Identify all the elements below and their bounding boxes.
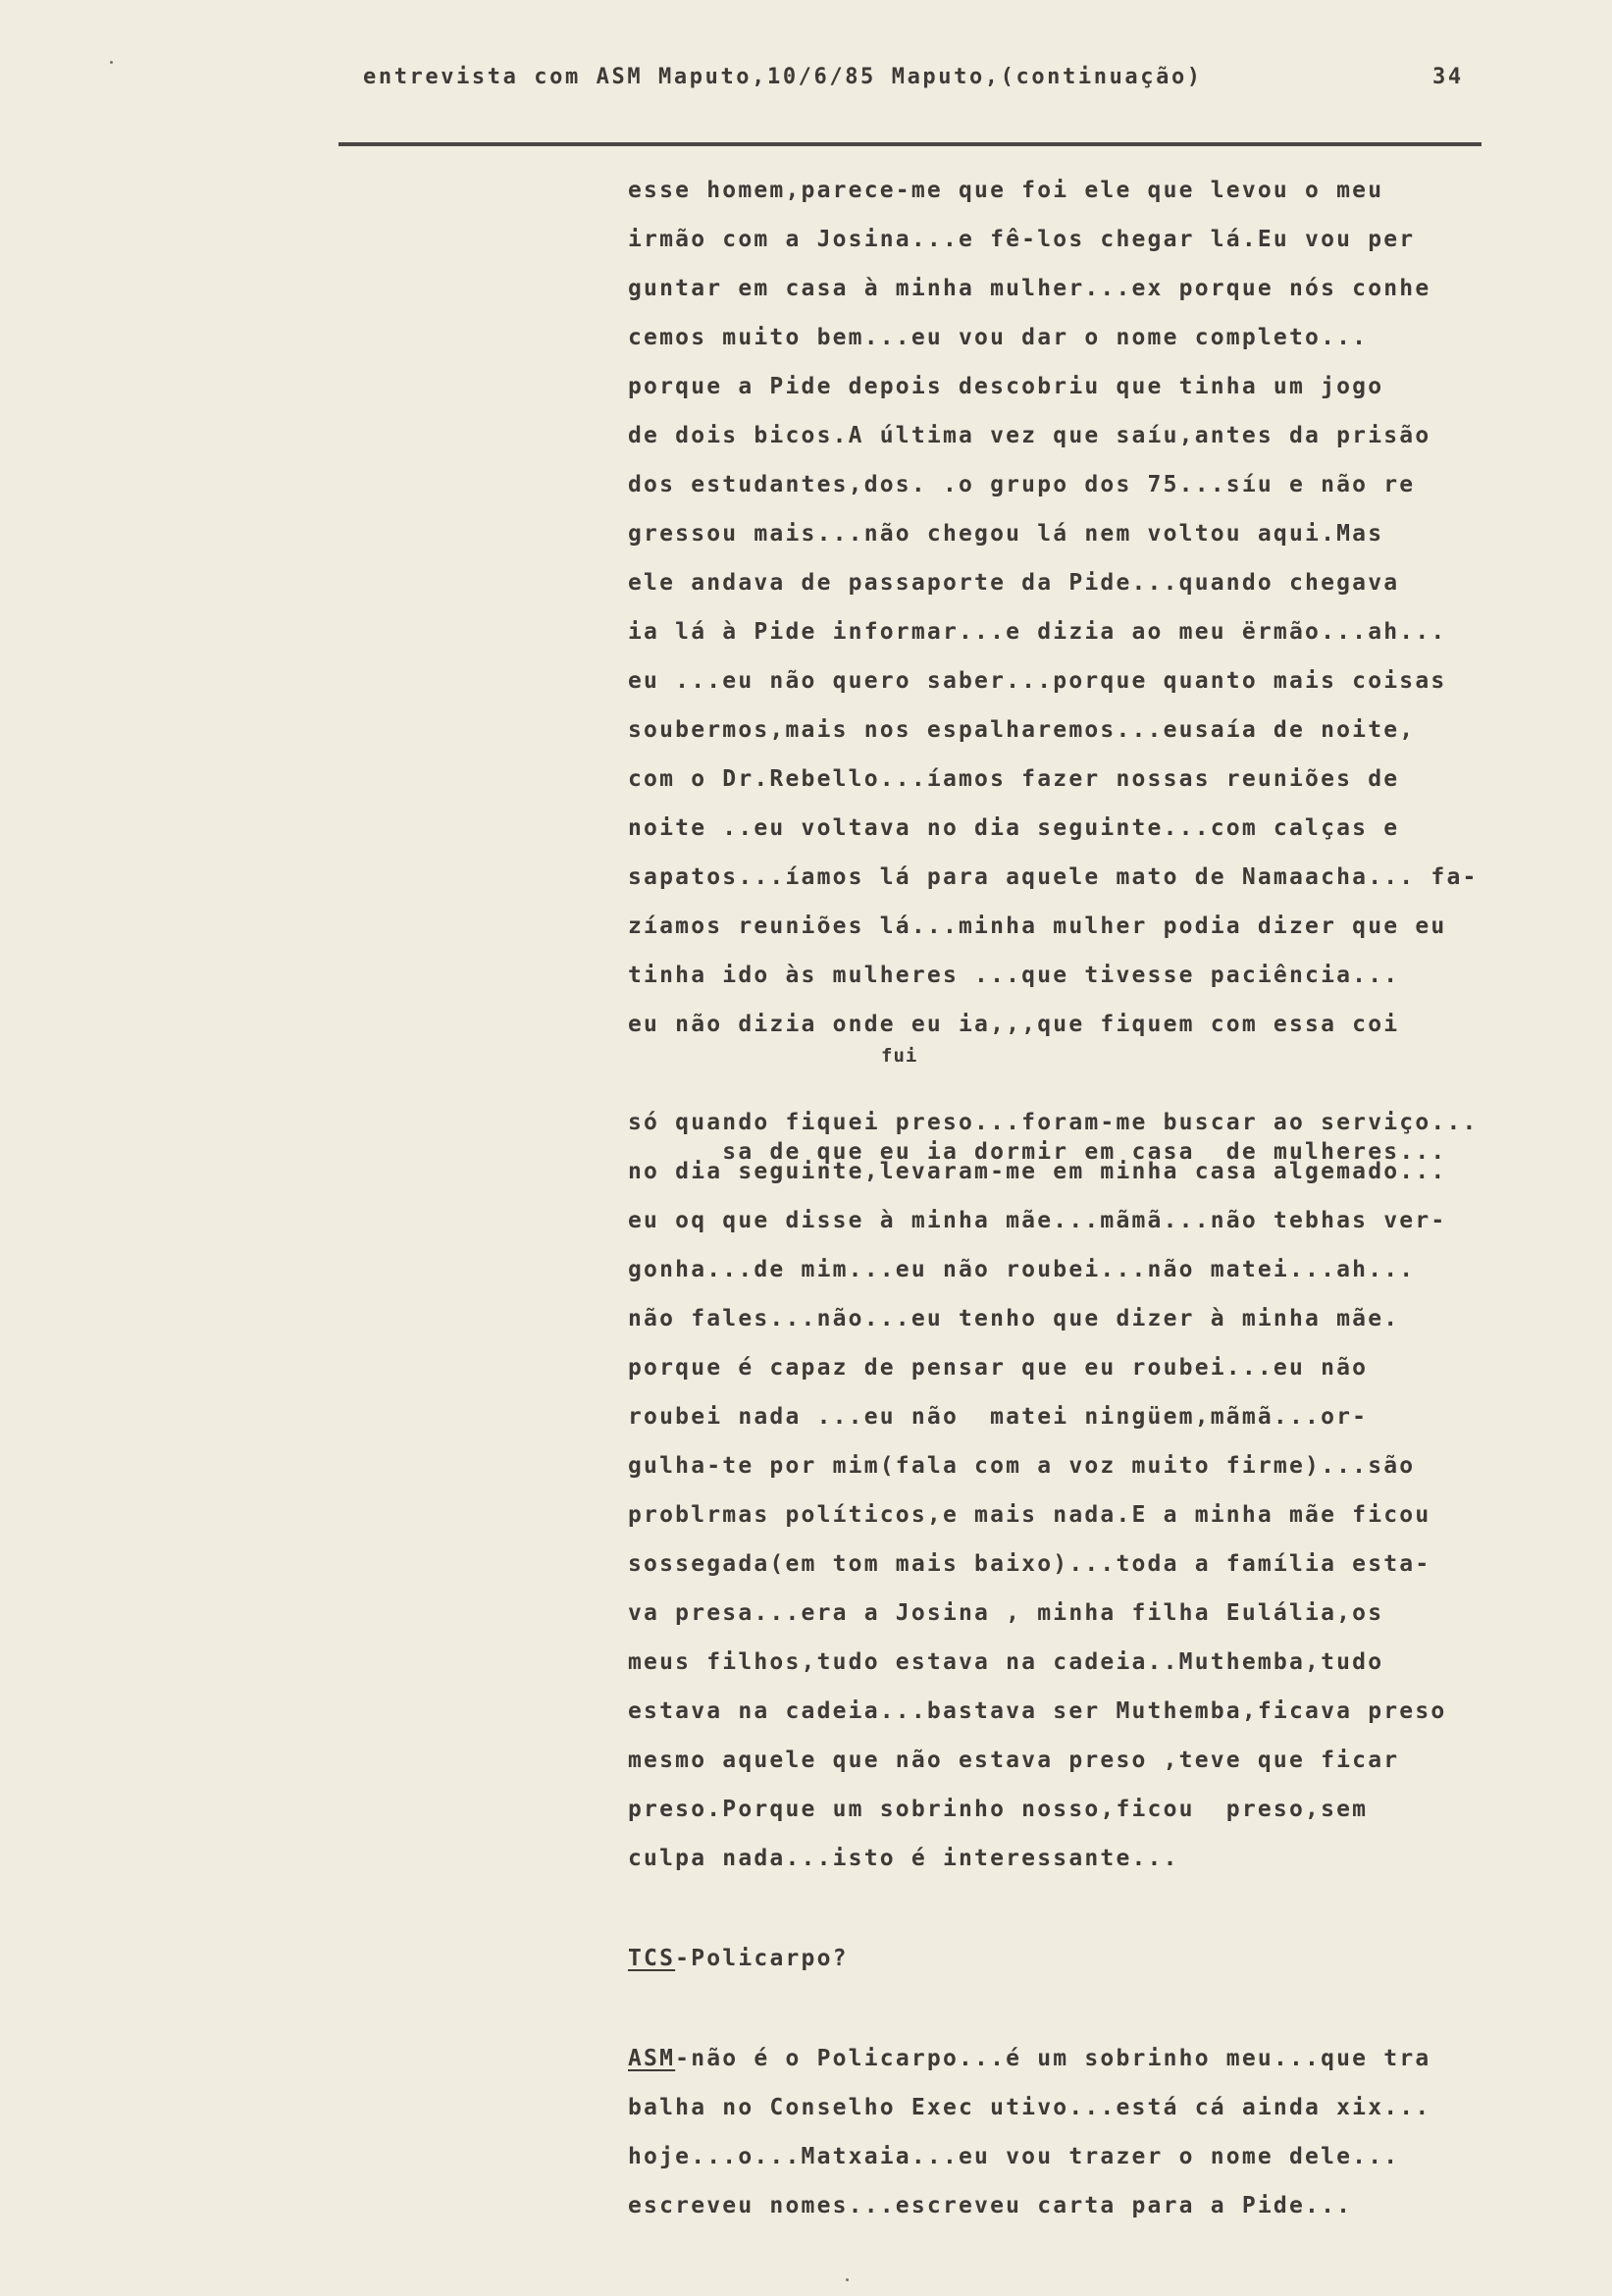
text-line: guntar em casa à minha mulher...ex porque nós conhe <box>628 276 1431 301</box>
text-line: não fales...não...eu tenho que dizer à minha mãe. <box>628 1306 1400 1331</box>
question-line <box>628 1939 1589 1988</box>
text-line: porque a Pide depois descobriu que tinha um jogo <box>628 374 1384 399</box>
text-line: porque é capaz de pensar que eu roubei...eu não <box>628 1355 1369 1381</box>
text-line: gressou mais...não chegou lá nem voltou aqui.Mas <box>628 521 1384 547</box>
text-line: balha no Conselho Exec utivo...está cá ainda xix... <box>628 2095 1431 2120</box>
text-line: tinha ido às mulheres ...que tivesse paciência... <box>628 963 1400 988</box>
text-line: ele andava de passaporte da Pide...quando chegava <box>628 570 1400 596</box>
text-line: va presa...era a Josina , minha filha Eulália,os <box>628 1600 1384 1626</box>
text-line: hoje...o...Matxaia...eu vou trazer o nome dele... <box>628 2144 1400 2169</box>
text-line: meus filhos,tudo estava na cadeia..Muthemba,tudo <box>628 1649 1384 1675</box>
text-line: dos estudantes,dos. .o grupo dos 75...síu e não re <box>628 472 1416 497</box>
question-text: -Policarpo? <box>675 1946 849 1971</box>
text-line: sa de que eu ia dormir em casa de mulheres... <box>722 1139 1447 1165</box>
text-line: escreveu nomes...escreveu carta para a Pide... <box>628 2193 1353 2218</box>
text-line: esse homem,parece-me que foi ele que levou o meu <box>628 178 1384 203</box>
paper-speck <box>846 2278 849 2281</box>
text-line: zíamos reuniões lá...minha mulher podia dizer que eu <box>628 913 1447 939</box>
answer-line <box>628 2039 1589 2088</box>
text-line: eu não dizia onde eu ia,,,que fiquem com essa coi <box>628 1012 1400 1037</box>
text-line: irmão com a Josina...e fê-los chegar lá.Eu vou per <box>628 227 1416 252</box>
transcript-body <box>628 171 1589 2235</box>
paragraph-gap <box>628 1888 1589 1939</box>
header-title: entrevista com ASM Maputo,10/6/85 Maputo,(continuação) <box>363 65 1203 89</box>
speaker-label: ASM <box>628 2046 676 2071</box>
text-line: eu oq que disse à minha mãe...mãmã...não tebhas ver- <box>628 1208 1447 1233</box>
text-line: só quando fiquei preso...foram-me buscar ao serviço... <box>628 1110 1479 1135</box>
text-line: gulha-te por mim(fala com a voz muito firme)...são <box>628 1453 1416 1479</box>
text-line: no dia seguinte,levaram-me em minha casa algemado... <box>628 1159 1447 1184</box>
text-line: de dois bicos.A última vez que saíu,antes da prisão <box>628 423 1431 448</box>
page-header <box>363 65 1482 104</box>
text-line: problrmas políticos,e mais nada.E a minha mãe ficou <box>628 1502 1431 1528</box>
text-line: ia lá à Pide informar...e dizia ao meu ërmão...ah... <box>628 619 1447 645</box>
page-number: 34 <box>1432 65 1464 89</box>
handwritten-correction: fui <box>881 1045 918 1067</box>
answer-text: -não é o Policarpo...é um sobrinho meu...que tra <box>675 2046 1431 2071</box>
speaker-label: TCS <box>628 1946 676 1971</box>
text-line: cemos muito bem...eu vou dar o nome completo... <box>628 325 1369 350</box>
text-line: sapatos...íamos lá para aquele mato de Namaacha... fa- <box>628 864 1479 890</box>
text-line: eu ...eu não quero saber...porque quanto mais coisas <box>628 668 1447 694</box>
paper-speck <box>110 61 113 64</box>
text-line: sossegada(em tom mais baixo)...toda a família esta- <box>628 1551 1431 1577</box>
text-line: culpa nada...isto é interessante... <box>628 1846 1179 1871</box>
text-line: preso.Porque um sobrinho nosso,ficou preso,sem <box>628 1797 1369 1822</box>
text-line: gonha...de mim...eu não roubei...não matei...ah... <box>628 1257 1416 1282</box>
text-line: com o Dr.Rebello...íamos fazer nossas reuniões de <box>628 766 1400 792</box>
text-line: noite ..eu voltava no dia seguinte...com calças e <box>628 815 1400 841</box>
text-line: roubei nada ...eu não matei ningüem,mãmã...or- <box>628 1404 1369 1430</box>
header-rule <box>338 142 1482 146</box>
text-line: estava na cadeia...bastava ser Muthemba,ficava preso <box>628 1698 1447 1724</box>
text-line: soubermos,mais nos espalharemos...eusaía de noite, <box>628 717 1416 743</box>
text-line: mesmo aquele que não estava preso ,teve que ficar <box>628 1748 1400 1773</box>
paragraph-gap <box>628 1988 1589 2039</box>
